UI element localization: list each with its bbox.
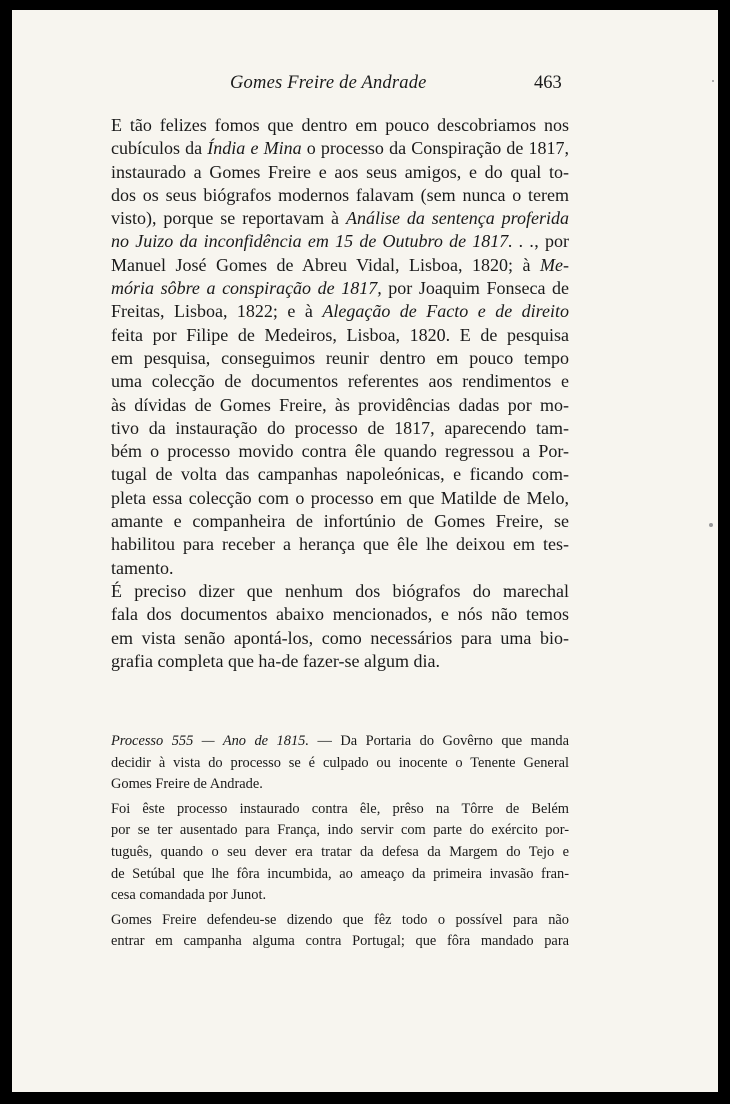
body-line (111, 324, 569, 347)
body-line (111, 557, 569, 580)
body-line (111, 254, 569, 277)
body-line (111, 580, 569, 603)
body-line (111, 533, 569, 556)
text-run: pleta essa colecção com o processo em que Matilde de Melo, (111, 487, 569, 508)
paper-speck (712, 80, 714, 82)
body-line (111, 627, 569, 650)
note-line (111, 753, 569, 775)
text-run: uma colecção de documentos referentes aos rendimentos e (111, 371, 569, 392)
text-run: por se ter ausentado para França, indo servir com parte do exército por- (111, 822, 569, 839)
text-run: decidir à vista do processo se é culpado ou inocente o Tenente General (111, 754, 569, 771)
body-line (111, 440, 569, 463)
text-run: Manuel José Gomes de Abreu Vidal, Lisboa, 1820; à (111, 254, 541, 275)
text-run: cubículos da (111, 138, 208, 159)
page-header (12, 73, 718, 99)
text-run: tivo da instauração do processo de 1817, aparecendo tam- (111, 417, 569, 438)
body-line (111, 370, 569, 393)
book-page (12, 10, 718, 1092)
text-run: em pesquisa, conseguimos reunir dentro em pouco tempo (111, 347, 569, 368)
note-line (111, 931, 569, 953)
text-run: fala dos documentos abaixo mencionados, e nós não temos (111, 604, 569, 625)
body-line (111, 114, 569, 137)
footnote-text (111, 731, 569, 953)
text-run: o processo da Conspiração de 1817, (301, 138, 570, 159)
body-line (111, 277, 569, 300)
text-run: E tão felizes fomos que dentro em pouco descobriamos nos (111, 115, 569, 135)
note-line (111, 799, 569, 821)
note-line (111, 731, 569, 753)
body-line (111, 300, 569, 323)
note-line (111, 842, 569, 864)
body-line (111, 650, 569, 673)
text-run: feita por Filipe de Medeiros, Lisboa, 1820. E de pesquisa (111, 324, 569, 345)
note-line (111, 910, 569, 932)
text-run: amante e companheira de infortúnio de Gomes Freire, se (111, 511, 569, 532)
text-run: visto), porque se reportavam à (111, 208, 346, 229)
text-run: Gomes Freire de Andrade. (111, 776, 263, 793)
text-run: cesa comandada por Junot. (111, 887, 267, 904)
body-line (111, 394, 569, 417)
text-run: dos os seus biógrafos modernos falavam (sem nunca o terem (111, 184, 569, 205)
body-line (111, 207, 569, 230)
body-line (111, 347, 569, 370)
text-run: por Joaquim Fonseca de (381, 278, 569, 299)
body-line (111, 463, 569, 486)
text-run: , por (534, 231, 569, 252)
body-text (111, 114, 569, 673)
text-run: Foi êste processo instaurado contra êle, prêso na Tôrre de Belém (111, 800, 569, 817)
note-line (111, 864, 569, 886)
text-run: tuguês, quando o seu dever era tratar da defesa da Margem do Tejo e (111, 843, 569, 860)
body-line (111, 417, 569, 440)
body-line (111, 603, 569, 626)
text-run: habilitou para receber a herança que êle lhe deixou em tes- (111, 534, 569, 555)
text-run: — Da Portaria do Govêrno que manda (308, 733, 569, 749)
text-run: grafia completa que ha-de fazer-se algum dia. (111, 650, 440, 671)
italic-text: Alegação de Facto e de direito (322, 301, 569, 322)
text-run: de Setúbal que lhe fôra incumbida, ao ameaço da primeira invasão fran- (111, 865, 569, 882)
text-run: às dívidas de Gomes Freire, às providências dadas por mo- (111, 394, 569, 415)
note-line (111, 774, 569, 796)
text-run: instaurado a Gomes Freire e aos seus amigos, e do qual to- (111, 161, 569, 182)
italic-text: mória sôbre a conspiração de 1817, (111, 278, 382, 299)
running-title: Gomes Freire de Andrade (230, 73, 427, 93)
italic-text: Índia e Mina (207, 138, 302, 159)
paper-speck (709, 523, 713, 527)
text-run: É preciso dizer que nenhum dos biógrafos do marechal (111, 580, 569, 601)
italic-text: Análise da sentença proferida (345, 208, 569, 229)
text-run: entrar em campanha alguma contra Portugal; que fôra mandado para (111, 933, 569, 950)
note-line (111, 885, 569, 907)
body-line (111, 230, 569, 253)
text-run: tugal de volta das campanhas napoleónicas, e ficando com- (111, 464, 569, 485)
body-line (111, 184, 569, 207)
text-run: bém o processo movido contra êle quando regressou a Por- (111, 441, 569, 462)
italic-text: Me- (540, 254, 569, 275)
text-run: tamento. (111, 557, 174, 578)
text-run: Gomes Freire defendeu-se dizendo que fêz todo o possível para não (111, 911, 569, 928)
text-run: em vista senão apontá-los, como necessários para uma bio- (111, 627, 569, 648)
body-line (111, 487, 569, 510)
italic-text: no Juizo da inconfidência em 15 de Outubro de 1817. . . (111, 231, 535, 252)
body-line (111, 137, 569, 160)
italic-text: Processo 555 — Ano de 1815. (111, 733, 309, 749)
text-run: Freitas, Lisboa, 1822; e à (111, 301, 323, 322)
body-line (111, 510, 569, 533)
note-line (111, 820, 569, 842)
body-line (111, 161, 569, 184)
page-number: 463 (534, 73, 562, 93)
